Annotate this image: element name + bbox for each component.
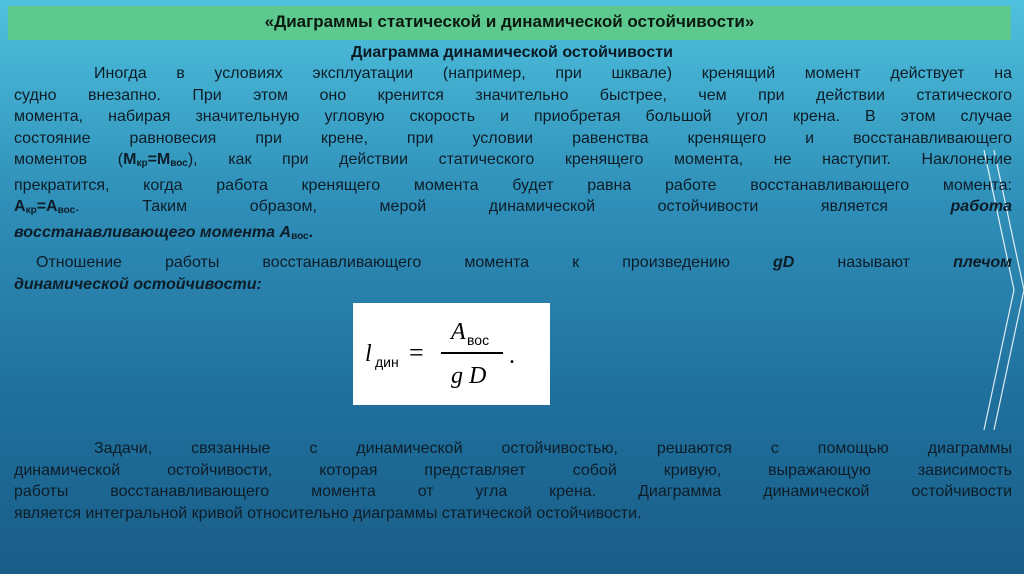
formula-lhs-sub: дин: [375, 354, 399, 370]
p2-line-2: динамической остойчивости:: [14, 275, 262, 293]
p1-line-6: прекратится, когда работа кренящего момента будет равна работе восстанавливающего момента:: [14, 176, 1012, 194]
p1-line-3: момента, набирая значительную угловую скорость и приобретая большой угол крена. В этом случае: [14, 108, 1012, 125]
formula-denominator: g D: [451, 363, 487, 389]
p3-line-3: работы восстанавливающего момента от угла крена. Диаграмма динамической остойчивости: [14, 483, 1012, 500]
p1-line-2: судно внезапно. При этом оно кренится значительно быстрее, чем при действии статического: [14, 86, 1012, 104]
p3-line-1: Задачи, связанные с динамической остойчивостью, решаются с помощью диаграммы: [94, 440, 1012, 457]
formula-dot: .: [509, 343, 515, 369]
p1-line-5: моментов $(М_{кр}=М_{вос})$, как при действии статического кренящего момента, не наступит. Наклонение: [14, 151, 1013, 169]
p3-line-2: динамической остойчивости, которая представляет собой кривую, выражающую зависимость: [14, 461, 1012, 479]
p1-line-4: состояние равновесия при крене, при условии равенства кренящего и восстанавливающего: [14, 129, 1012, 147]
p1-line-1: Иногда в условиях эксплуатации (например, при шквале) кренящий момент действует на: [94, 65, 1012, 82]
formula-box: [353, 303, 550, 405]
title-bar: [8, 6, 1011, 40]
p1-line-7: $А_{кр}=А_{вос}$. Таким образом, мерой динамической остойчивости является работа: [14, 198, 1012, 216]
paragraph-2: [14, 252, 1012, 295]
paragraph-1: [14, 63, 1012, 247]
formula-equals: =: [409, 338, 424, 367]
formula-numerator: A: [451, 319, 466, 345]
slide-title: «Диаграммы статической и динамической остойчивости»: [264, 12, 755, 31]
section-subtitle: Диаграмма динамической остойчивости: [351, 44, 673, 61]
p2-line-1: Отношение работы восстанавливающего момента к произведению gD называют плечом: [36, 254, 1013, 271]
formula-lhs: l: [365, 341, 372, 367]
formula-numerator-sub: вос: [467, 332, 490, 348]
p1-line-8: восстанавливающего момента $А_{вос}$.: [14, 223, 314, 242]
formula-image: [353, 303, 550, 405]
p3-line-4: является интегральной кривой относительно диаграммы статической остойчивости.: [14, 504, 642, 522]
paragraph-3: [14, 438, 1012, 524]
